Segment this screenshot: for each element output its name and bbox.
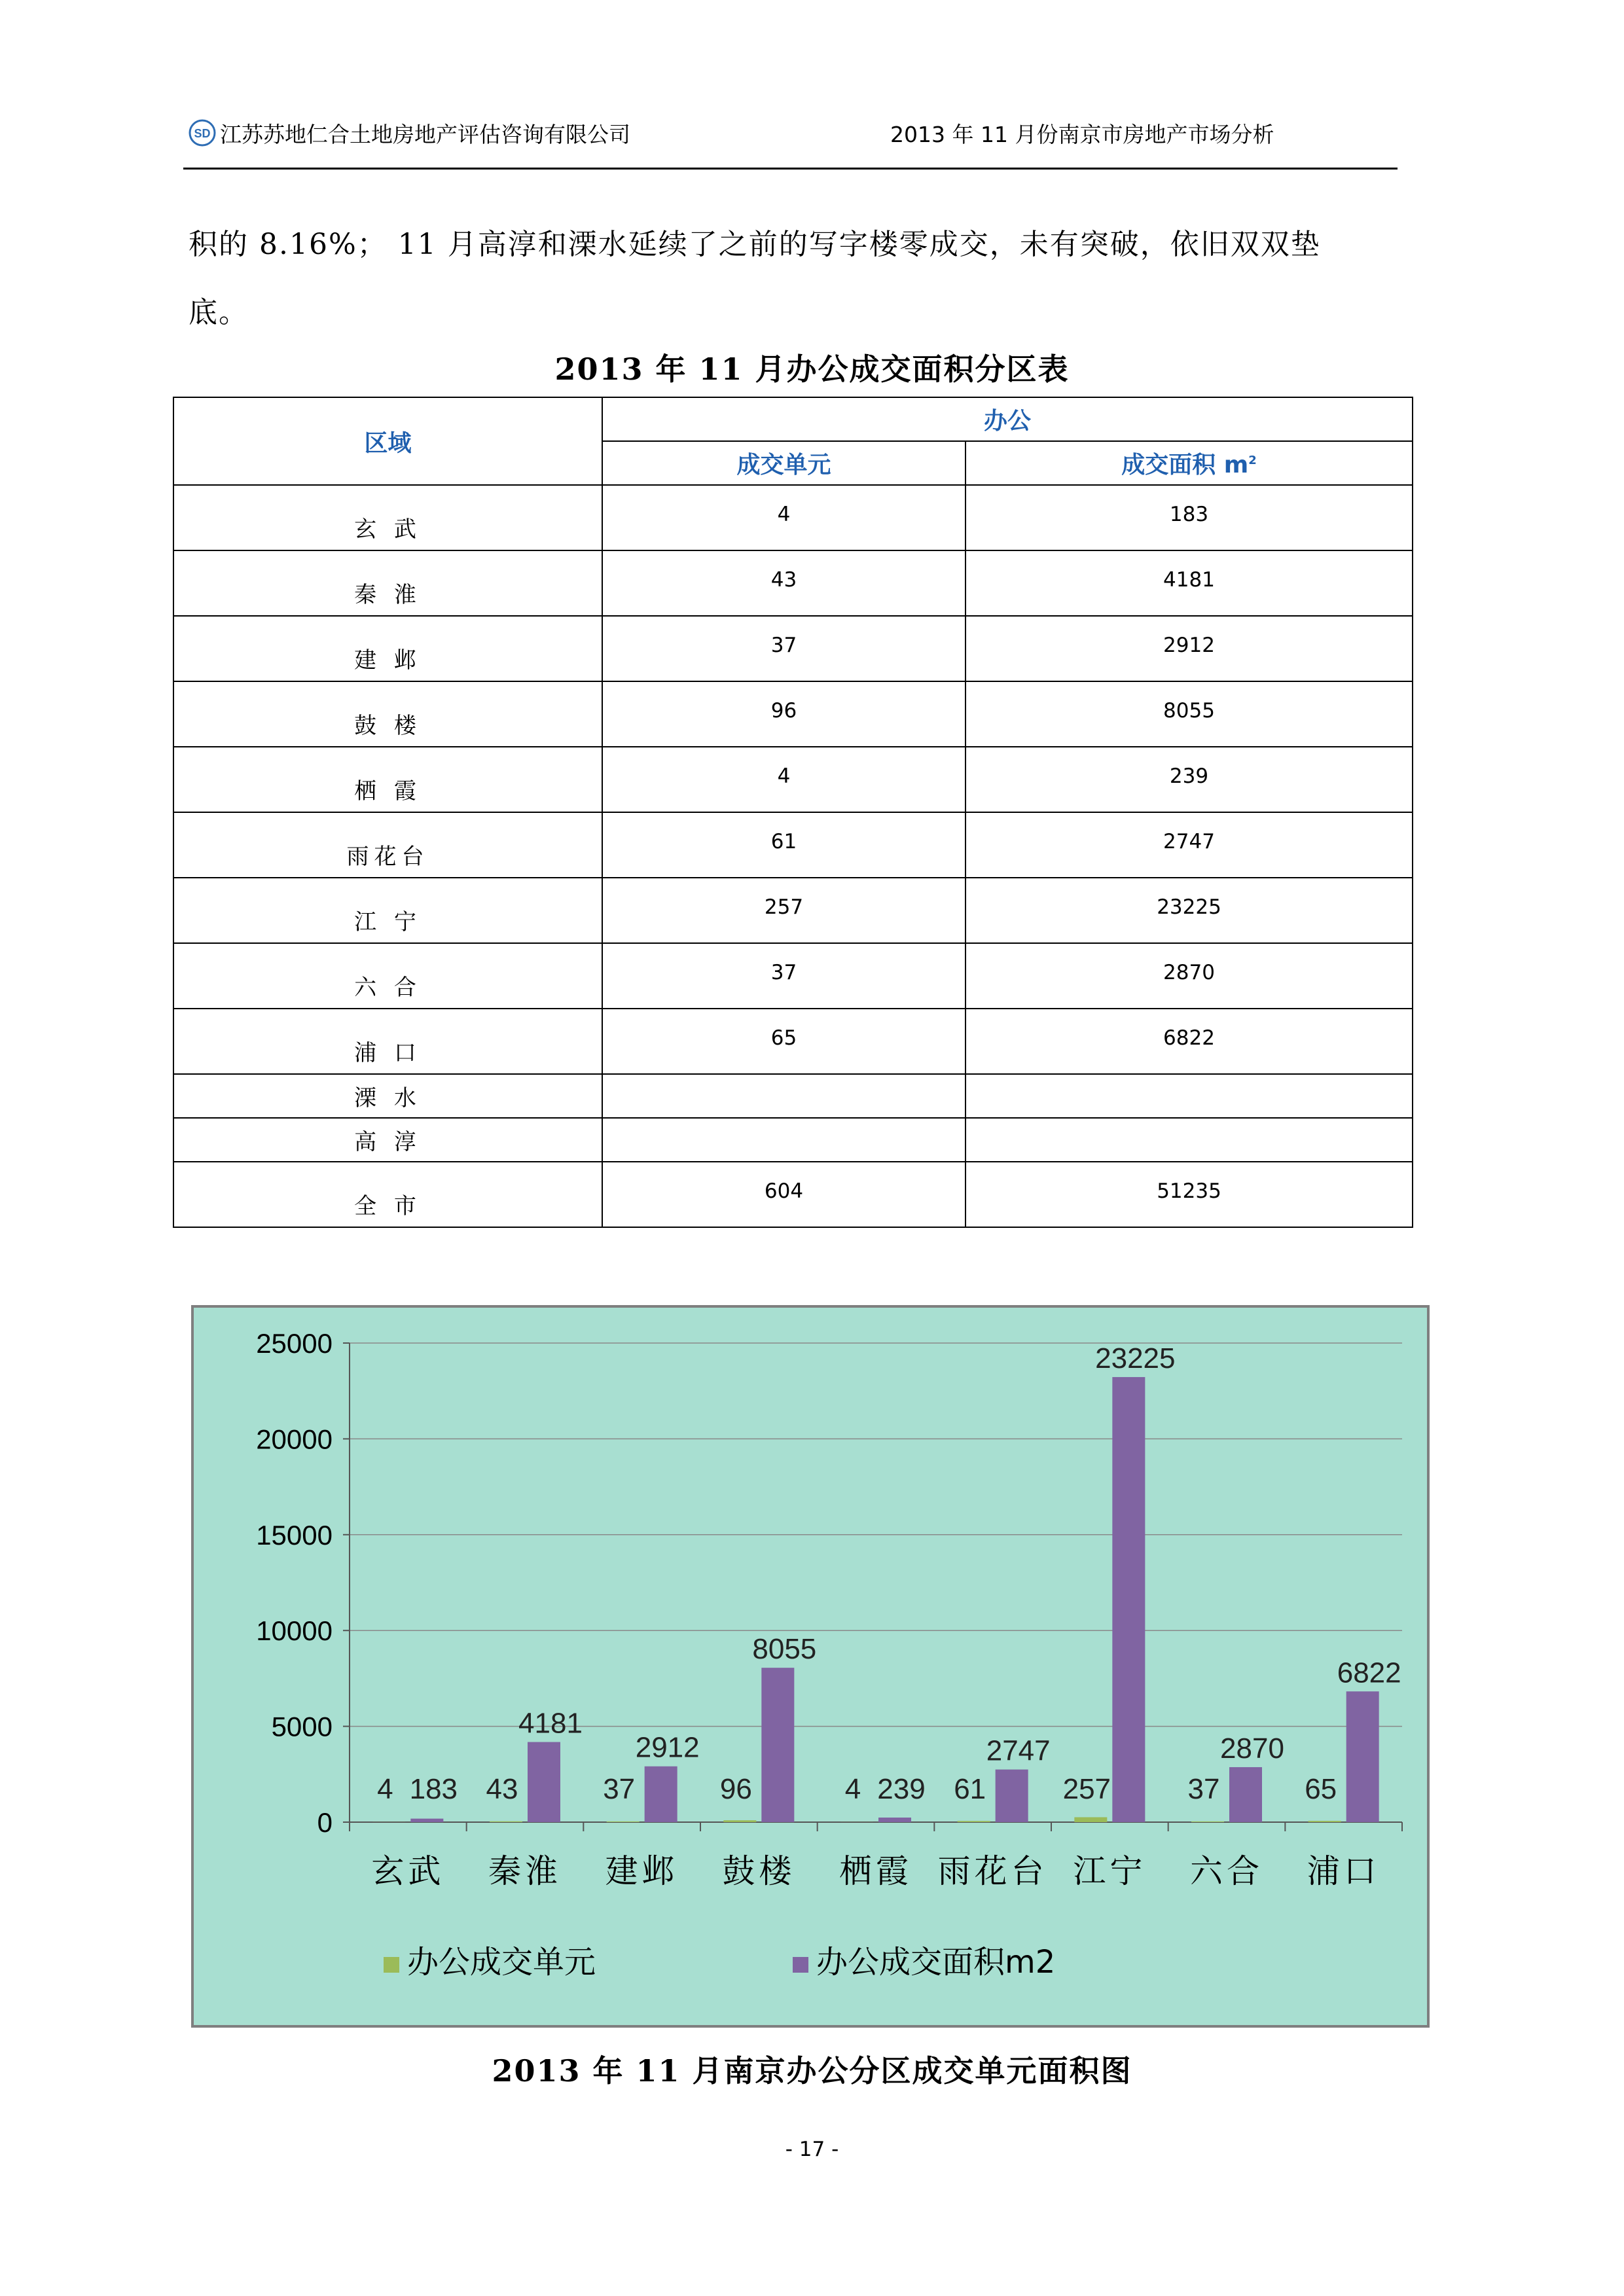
data-label: 43 — [486, 1773, 518, 1805]
region-cell: 六 合 — [173, 943, 602, 1009]
body-line-1: 积的 8.16%； 11 月高淳和溧水延续了之前的写字楼零成交，未有突破，依旧双双垫 — [189, 228, 1321, 261]
bar-area — [1229, 1767, 1262, 1822]
x-category-label: 江宁 — [1073, 1852, 1147, 1890]
column-header-region: 区域 — [173, 397, 602, 485]
data-label: 37 — [1187, 1773, 1220, 1805]
area-cell: 239 — [965, 747, 1413, 812]
x-category-label: 雨花台 — [937, 1852, 1048, 1890]
report-title: 2013 年 11 月份南京市房地产市场分析 — [890, 121, 1274, 147]
area-cell: 8055 — [965, 681, 1413, 747]
legend-swatch — [384, 1957, 399, 1973]
table-row — [173, 878, 1413, 943]
region-cell: 雨花台 — [173, 812, 602, 878]
bar-units — [607, 1821, 640, 1822]
bar-area — [996, 1770, 1028, 1822]
office-transaction-table — [173, 397, 1413, 1228]
area-cell — [965, 1118, 1413, 1162]
data-label: 4 — [377, 1773, 393, 1805]
legend-label: 办公成交单元 — [407, 1944, 596, 1981]
area-cell — [965, 1074, 1413, 1118]
units-cell: 4 — [602, 485, 965, 550]
region-cell: 栖 霞 — [173, 747, 602, 812]
y-tick-label: 0 — [317, 1807, 333, 1838]
bar-units — [723, 1820, 756, 1822]
bar-area — [761, 1668, 794, 1822]
page-number: - 17 - — [785, 2138, 839, 2161]
bar-area — [1346, 1691, 1379, 1822]
y-tick-label: 25000 — [256, 1328, 333, 1359]
data-label: 183 — [409, 1773, 458, 1805]
body-line-2: 底。 — [189, 296, 249, 329]
area-header-superscript: 2 — [1248, 454, 1257, 467]
bar-chart — [194, 1308, 1427, 2025]
data-label: 65 — [1305, 1773, 1337, 1805]
units-cell: 43 — [602, 550, 965, 616]
units-cell: 37 — [602, 616, 965, 681]
header-divider — [183, 168, 1398, 170]
region-cell: 高 淳 — [173, 1118, 602, 1162]
area-cell: 2870 — [965, 943, 1413, 1009]
table-row — [173, 1162, 1413, 1227]
column-header-units: 成交单元 — [602, 441, 965, 485]
bar-area — [410, 1819, 443, 1822]
header-company — [189, 117, 630, 149]
table-title: 2013 年 11 月办公成交面积分区表 — [554, 351, 1070, 387]
area-header-text: 成交面积 m — [1121, 452, 1249, 478]
bar-units — [1308, 1821, 1341, 1822]
table-row — [173, 681, 1413, 747]
data-label: 4181 — [518, 1707, 583, 1740]
legend-label: 办公成交面积m2 — [816, 1944, 1056, 1981]
data-label: 4 — [844, 1773, 861, 1805]
bar-units — [1191, 1821, 1224, 1822]
region-cell: 鼓 楼 — [173, 681, 602, 747]
table-row — [173, 943, 1413, 1009]
units-cell: 37 — [602, 943, 965, 1009]
bar-area — [528, 1742, 560, 1822]
logo-text: SD — [194, 127, 211, 140]
bar-units — [958, 1821, 990, 1822]
area-cell: 4181 — [965, 550, 1413, 616]
bar-area — [645, 1767, 677, 1822]
units-cell: 4 — [602, 747, 965, 812]
area-cell: 23225 — [965, 878, 1413, 943]
area-cell: 6822 — [965, 1009, 1413, 1074]
table-row — [173, 1118, 1413, 1162]
units-cell: 257 — [602, 878, 965, 943]
units-cell — [602, 1074, 965, 1118]
data-label: 257 — [1062, 1773, 1111, 1805]
region-cell: 浦 口 — [173, 1009, 602, 1074]
company-logo-icon — [189, 119, 216, 147]
table-row — [173, 1009, 1413, 1074]
units-cell: 61 — [602, 812, 965, 878]
area-cell: 51235 — [965, 1162, 1413, 1227]
data-label: 2747 — [986, 1734, 1051, 1767]
table-row — [173, 1074, 1413, 1118]
company-name: 江苏苏地仁合土地房地产评估咨询有限公司 — [220, 121, 630, 147]
table-row — [173, 550, 1413, 616]
x-category-label: 玄武 — [371, 1852, 445, 1890]
chart-area — [191, 1305, 1430, 2028]
bar-area — [1112, 1377, 1145, 1822]
region-cell: 溧 水 — [173, 1074, 602, 1118]
x-category-label: 浦口 — [1307, 1852, 1380, 1890]
chart-title: 2013 年 11 月南京办公分区成交单元面积图 — [492, 2053, 1132, 2089]
region-cell: 建 邺 — [173, 616, 602, 681]
area-cell: 2912 — [965, 616, 1413, 681]
x-category-label: 秦淮 — [488, 1852, 562, 1890]
data-label: 2870 — [1220, 1732, 1284, 1765]
data-label: 96 — [719, 1773, 752, 1805]
column-header-office: 办公 — [602, 397, 1413, 441]
y-tick-label: 20000 — [256, 1424, 333, 1455]
region-cell: 江 宁 — [173, 878, 602, 943]
bar-units — [1074, 1817, 1107, 1822]
table-row — [173, 616, 1413, 681]
table-row — [173, 485, 1413, 550]
units-cell: 604 — [602, 1162, 965, 1227]
data-label: 239 — [877, 1773, 926, 1805]
y-tick-label: 15000 — [256, 1519, 333, 1551]
y-tick-label: 5000 — [271, 1711, 333, 1742]
units-cell: 65 — [602, 1009, 965, 1074]
x-category-label: 建邺 — [605, 1852, 679, 1890]
data-label: 6822 — [1337, 1657, 1401, 1689]
bar-area — [878, 1818, 911, 1822]
data-label: 37 — [603, 1773, 636, 1805]
table-row — [173, 747, 1413, 812]
data-label: 23225 — [1095, 1342, 1176, 1374]
bar-units — [490, 1821, 522, 1822]
units-cell — [602, 1118, 965, 1162]
data-label: 8055 — [752, 1633, 817, 1666]
legend-swatch — [793, 1957, 808, 1973]
region-cell: 秦 淮 — [173, 550, 602, 616]
data-label: 61 — [954, 1773, 986, 1805]
data-label: 2912 — [635, 1731, 700, 1764]
area-cell: 2747 — [965, 812, 1413, 878]
y-tick-label: 10000 — [256, 1615, 333, 1647]
table-row — [173, 812, 1413, 878]
column-header-area — [965, 441, 1413, 485]
region-cell: 全 市 — [173, 1162, 602, 1227]
x-category-label: 六合 — [1190, 1852, 1263, 1890]
area-cell: 183 — [965, 485, 1413, 550]
units-cell: 96 — [602, 681, 965, 747]
x-category-label: 鼓楼 — [722, 1852, 796, 1890]
x-category-label: 栖霞 — [839, 1852, 912, 1890]
body-paragraph — [189, 211, 1399, 347]
region-cell: 玄 武 — [173, 485, 602, 550]
